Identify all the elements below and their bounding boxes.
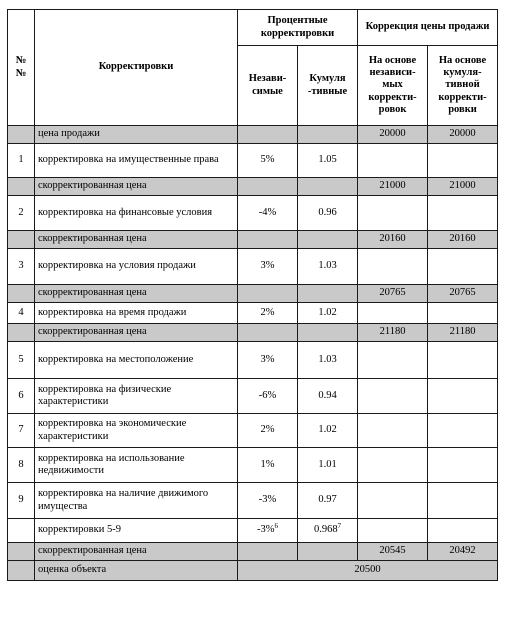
table-row [8, 196, 498, 231]
value-independent: 20545 [358, 543, 428, 561]
table-row [8, 285, 498, 303]
row-number: 3 [8, 249, 35, 285]
percent-independent: 2% [238, 303, 298, 324]
percent-independent: 3% [238, 249, 298, 285]
table-row [8, 414, 498, 448]
percent-independent: 2% [238, 414, 298, 448]
footnote-mark: 7 [337, 522, 342, 531]
table-row [8, 519, 498, 543]
table-row [8, 324, 498, 342]
value-independent: 20160 [358, 231, 428, 249]
table-row [8, 483, 498, 519]
percent-independent: -4% [238, 196, 298, 231]
header-adjustments: Корректировки [35, 10, 238, 126]
row-label: корректировка на имущественные права [35, 144, 238, 178]
coefficient-cumulative: 0.97 [298, 483, 358, 519]
value-cumulative: 20160 [428, 231, 498, 249]
value-cumulative: 20000 [428, 126, 498, 144]
coefficient-cumulative: 1.02 [298, 414, 358, 448]
coefficient-cumulative: 1.03 [298, 249, 358, 285]
coefficient-cumulative: 1.05 [298, 144, 358, 178]
coefficient-cumulative: 1.03 [298, 342, 358, 379]
table-row [8, 249, 498, 285]
row-label: скорректированная цена [35, 543, 238, 561]
value-independent: 21180 [358, 324, 428, 342]
row-number: 9 [8, 483, 35, 519]
value-cumulative: 20492 [428, 543, 498, 561]
table-row [8, 342, 498, 379]
row-number: 6 [8, 379, 35, 414]
header-percent-group: Процентные корректировки [238, 10, 358, 46]
value-independent: 20765 [358, 285, 428, 303]
table-row [8, 126, 498, 144]
footnote-mark: 6 [274, 522, 278, 531]
coefficient-cumulative: 0.96 [298, 196, 358, 231]
row-number: 1 [8, 144, 35, 178]
row-label: корректировки 5-9 [35, 519, 238, 543]
value-independent: 20000 [358, 126, 428, 144]
percent-independent: 5% [238, 144, 298, 178]
header-cumulative: Кумуля -тивные [298, 46, 358, 126]
row-label: скорректированная цена [35, 231, 238, 249]
row-label: корректировка на использование недвижимости [35, 448, 238, 483]
header-price-group: Коррекция цены продажи [358, 10, 498, 46]
percent-independent: 1% [238, 448, 298, 483]
row-label: корректировка на местоположение [35, 342, 238, 379]
header-based-independent: На основе независи- мых корректи- ровок [358, 46, 428, 126]
row-label: корректировка на физические характеристики [35, 379, 238, 414]
percent-independent: 3% [238, 342, 298, 379]
table-row [8, 178, 498, 196]
coefficient-cumulative: 0.94 [298, 379, 358, 414]
percent-independent: -3% [238, 483, 298, 519]
row-number: 8 [8, 448, 35, 483]
header-independent: Незави- симые [238, 46, 298, 126]
table-row [8, 303, 498, 324]
row-label: скорректированная цена [35, 324, 238, 342]
table-row [8, 561, 498, 581]
row-label: скорректированная цена [35, 285, 238, 303]
value-cumulative: 21000 [428, 178, 498, 196]
final-label: оценка объекта [35, 561, 238, 581]
row-number: 2 [8, 196, 35, 231]
final-value: 20500 [238, 561, 498, 581]
value-cumulative: 20765 [428, 285, 498, 303]
percent-independent: -6% [238, 379, 298, 414]
header-num: № № [8, 10, 35, 126]
row-label: корректировка на наличие движимого имущества [35, 483, 238, 519]
row-label: корректировка на время продажи [35, 303, 238, 324]
header-based-cumulative: На основе кумуля- тивной корректи- ровки [428, 46, 498, 126]
row-label: корректировка на финансовые условия [35, 196, 238, 231]
price-adjustment-table [7, 9, 498, 581]
table-row [8, 379, 498, 414]
row-label: корректировка на условия продажи [35, 249, 238, 285]
row-number: 7 [8, 414, 35, 448]
table-row [8, 144, 498, 178]
row-label: цена продажи [35, 126, 238, 144]
row-label: скорректированная цена [35, 178, 238, 196]
value-cumulative: 21180 [428, 324, 498, 342]
row-number: 5 [8, 342, 35, 379]
table-row [8, 448, 498, 483]
coefficient-cumulative: 1.01 [298, 448, 358, 483]
row-label: корректировка на экономические характеристики [35, 414, 238, 448]
table-row [8, 543, 498, 561]
coefficient-cumulative: 1.02 [298, 303, 358, 324]
value-independent: 21000 [358, 178, 428, 196]
percent-independent: -3%$^6$ [238, 519, 298, 543]
coefficient-cumulative: 0.968$^7$ [298, 519, 358, 543]
table-row [8, 231, 498, 249]
row-number: 4 [8, 303, 35, 324]
